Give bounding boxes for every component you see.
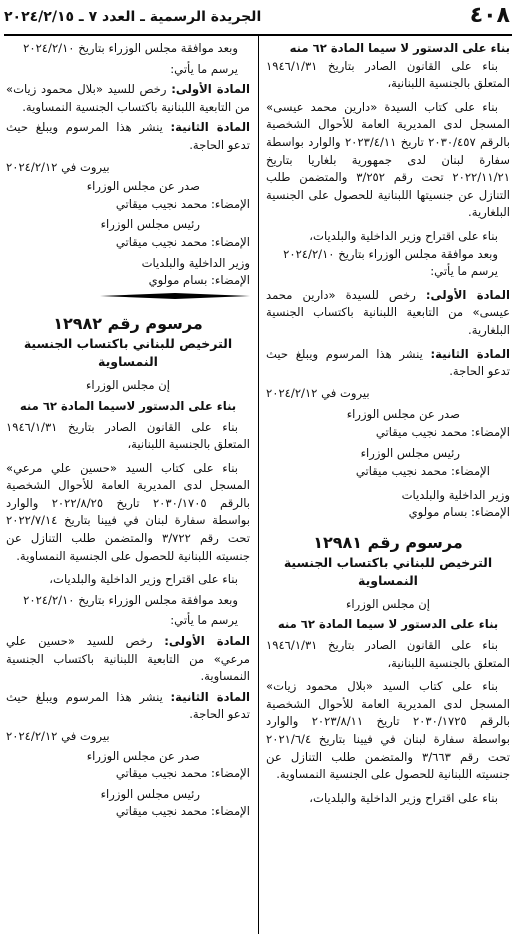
article-one [6,633,250,686]
signature-line: الإمضاء: محمد نجيب ميقاتي [375,424,510,439]
signature-line: الإمضاء: محمد نجيب ميقاتي [115,766,250,781]
minister-proposal-clause: بناء على اقتراح وزير الداخلية والبلديات، [309,228,498,243]
signer-title: رئيس مجلس الوزراء [100,217,200,232]
article-one [266,287,510,340]
article-one [6,81,250,116]
article-two-label: المادة الثانية: [170,120,250,135]
issued-by: صدر عن مجلس الوزراء [86,179,200,194]
decree-number-heading: مرسوم رقم ١٢٩٨٢ [53,314,203,334]
nationality-law-clause: بناء على القانون الصادر بتاريخ ١٩٤٦/١/٣١ المتعلق بالجنسية اللبنانية، [6,419,250,452]
section-divider-ornament [100,293,250,299]
place-date: بيروت في ٢٠٢٤/٢/١٢ [266,385,370,400]
request-letter-clause: بناء على كتاب السيد «بلال محمود زيات» المسجل لدى المديرية العامة للأحوال الشخصية بالرقم ٢٠٣٠/١٧٢٥ تاريخ ٢٠٢٣/٨/١١ والوارد بواسطة سفارة لبنان في فيينا بتاريخ ٢٠٢١/٦/٤ تحت رقم ٣/٦٦٣ والمتضمن طلب التنازل عن جنسيته اللبنانية للحصول على الجنسية النمساوية. [266,679,510,782]
constitution-clause: بناء على الدستور لا سيما المادة ٦٢ منه [289,41,510,55]
decree-subject-heading: الترخيص للبناني باكتساب الجنسية النمساوية [23,336,233,370]
article-one-label: المادة الأولى: [425,287,510,302]
signer-title: وزير الداخلية والبلديات [141,255,250,270]
article-two-label: المادة الثانية: [430,346,510,361]
signer-title: رئيس مجلس الوزراء [100,786,200,801]
request-letter-clause: بناء على كتاب السيدة «دارين محمد عيسى» المسجل لدى المديرية العامة للأحوال الشخصية بالرقم ٢٠٣٠/٤٥٧ تاريخ ٢٠٢٣/٤/١١ والوارد بواسطة سفارة لبنان لدى جمهورية بلغاريا بتاريخ ٢٠٢٢/١١/٢١ تحت رقم ٣/٢٥٢ والمتضمن طلب التنازل عن جنسيتها اللبنانية للحصول على الجنسية البلغارية. [266,99,510,220]
article-one-text: رخص للسيد «بلال محمود زيات» من التابعية اللبنانية باكتساب الجنسية النمساوية. [6,82,250,114]
article-two-text: ينشر هذا المرسوم ويبلغ حيث تدعو الحاجة. [6,120,250,152]
article-two [6,119,250,154]
signature-line: الإمضاء: محمد نجيب ميقاتي [115,804,250,819]
article-two [6,689,250,724]
issued-by: صدر عن مجلس الوزراء [86,748,200,763]
issued-by: صدر عن مجلس الوزراء [346,407,460,422]
constitution-clause: بناء على الدستور لا سيما المادة ٦٢ منه [277,617,499,632]
request-letter-clause: بناء على كتاب السيد «حسين علي مرعي» المسجل لدى المديرية العامة للأحوال الشخصية بالرقم ٢٠٣٠/١٧٠٥ تاريخ ٢٠٢٢/٨/٢٥ والوارد بواسطة سفارة لبنان في فيينا بتاريخ ٢٠٢٢/٧/١٤ تحت رقم ٣/٧٢٢ والمتضمن طلب التنازل عن جنسيته اللبنانية للحصول على الجنسية النمساوية. [6,460,250,563]
signature-line: الإمضاء: محمد نجيب ميقاتي [115,196,250,211]
place-date: بيروت في ٢٠٢٤/٢/١٢ [6,159,110,174]
decree-number-heading: مرسوم رقم ١٢٩٨١ [313,532,463,552]
page-number: ٤٠٨ [469,3,510,28]
cabinet-approval-clause: وبعد موافقة مجلس الوزراء بتاريخ ٢٠٢٤/٢/١٠ [23,41,238,55]
decree-intro: يرسم ما يأتي: [430,264,498,279]
decree-intro: يرسم ما يأتي: [170,613,238,628]
article-one-text: رخص للسيد «حسين علي مرعي» من التابعية اللبنانية باكتساب الجنسية النمساوية. [6,634,250,684]
article-one-text: رخص للسيدة «دارين محمد عيسى» من التابعية اللبنانية باكتساب الجنسية البلغارية. [266,287,510,337]
decree-intro: يرسم ما يأتي: [170,61,238,76]
signer-title: رئيس مجلس الوزراء [360,446,460,461]
nationality-law-clause: بناء على القانون الصادر بتاريخ ١٩٤٦/١/٣١ المتعلق بالجنسية اللبنانية، [266,58,510,91]
gazette-issue-title: الجريدة الرسمية ـ العدد ٧ ـ ٢٠٢٤/٢/١٥ [4,9,262,25]
decree-subject-heading: الترخيص للبناني باكتساب الجنسية النمساوية [283,554,493,588]
article-two-text: ينشر هذا المرسوم ويبلغ حيث تدعو الحاجة. [6,689,250,722]
page-header [4,2,512,32]
article-one-label: المادة الأولى: [164,634,250,649]
signature-line: الإمضاء: بسام مولوي [408,505,510,520]
signer-title: وزير الداخلية والبلديات [401,487,510,502]
nationality-law-clause: بناء على القانون الصادر بتاريخ ١٩٤٦/١/٣١ المتعلق بالجنسية اللبنانية، [266,638,510,670]
cabinet-approval-clause: وبعد موافقة مجلس الوزراء بتاريخ ٢٠٢٤/٢/١٠ [283,246,498,261]
minister-proposal-clause: بناء على اقتراح وزير الداخلية والبلديات، [49,572,238,587]
signature-line: الإمضاء: محمد نجيب ميقاتي [115,234,250,249]
column-divider [258,36,259,934]
article-one-label: المادة الأولى: [171,82,250,97]
place-date: بيروت في ٢٠٢٤/٢/١٢ [6,729,110,743]
constitution-clause: بناء على الدستور لاسيما المادة ٦٢ منه [19,398,237,413]
signature-line: الإمضاء: محمد نجيب ميقاتي [355,464,490,479]
minister-proposal-clause: بناء على اقتراح وزير الداخلية والبلديات، [309,790,498,805]
article-two-label: المادة الثانية: [170,689,250,704]
article-two [266,346,510,381]
council-heading: إن مجلس الوزراء [85,378,171,393]
right-column [266,40,510,934]
cabinet-approval-clause: وبعد موافقة مجلس الوزراء بتاريخ ٢٠٢٤/٢/١٠ [23,592,238,607]
left-column [6,40,250,934]
council-heading: إن مجلس الوزراء [345,596,431,611]
article-two-text: ينشر هذا المرسوم ويبلغ حيث تدعو الحاجة. [266,346,510,379]
signature-line: الإمضاء: بسام مولوي [148,273,250,288]
